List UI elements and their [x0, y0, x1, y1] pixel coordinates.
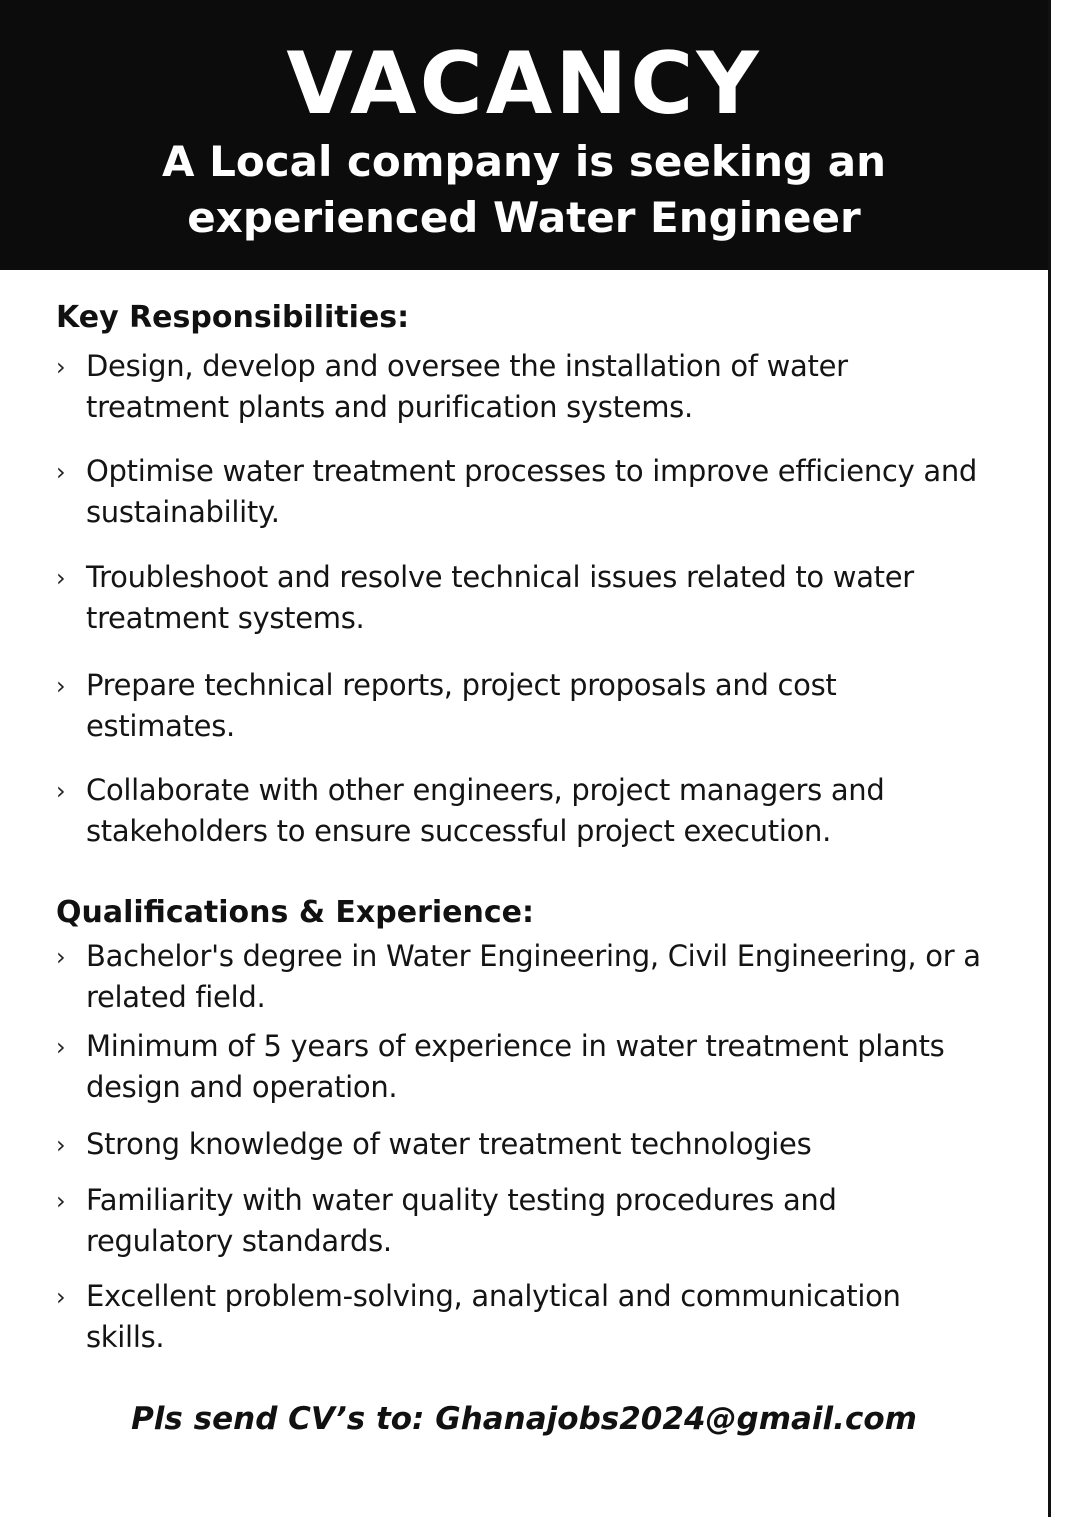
- subtitle-line-1: A Local company is seeking an: [162, 137, 886, 186]
- vacancy-title: VACANCY: [286, 34, 762, 134]
- qualification-text: Familiarity with water quality testing procedures and regulatory standards.: [86, 1183, 837, 1258]
- vacancy-subtitle: [0, 134, 1048, 246]
- bullet-chevron-icon: ›: [56, 943, 66, 971]
- qualification-text: Minimum of 5 years of experience in water treatment plants design and operation.: [86, 1029, 945, 1104]
- responsibility-text: Optimise water treatment processes to improve efficiency and sustainability.: [86, 454, 978, 529]
- qualification-text: Excellent problem-solving, analytical and communication skills.: [86, 1279, 901, 1354]
- qualification-text: Bachelor's degree in Water Engineering, Civil Engineering, or a related field.: [86, 939, 981, 1014]
- qualification-text: Strong knowledge of water treatment technologies: [86, 1127, 812, 1161]
- responsibility-text: Troubleshoot and resolve technical issues related to water treatment systems.: [86, 560, 914, 635]
- bullet-chevron-icon: ›: [56, 458, 66, 486]
- bullet-chevron-icon: ›: [56, 672, 66, 700]
- responsibilities-heading: Key Responsibilities:: [56, 300, 410, 335]
- header-banner: [0, 0, 1048, 270]
- bullet-chevron-icon: ›: [56, 777, 66, 805]
- responsibility-text: Collaborate with other engineers, project managers and stakeholders to ensure successful project execution.: [86, 773, 885, 848]
- bullet-chevron-icon: ›: [56, 1131, 66, 1159]
- qualifications-heading: Qualifications & Experience:: [56, 895, 535, 930]
- bullet-chevron-icon: ›: [56, 1033, 66, 1061]
- subtitle-line-2: experienced Water Engineer: [187, 193, 861, 242]
- bullet-chevron-icon: ›: [56, 1283, 66, 1311]
- responsibility-text: Design, develop and oversee the installation of water treatment plants and purification systems.: [86, 349, 848, 424]
- bullet-chevron-icon: ›: [56, 353, 66, 381]
- bullet-chevron-icon: ›: [56, 564, 66, 592]
- contact-line: Pls send CV’s to: Ghanajobs2024@gmail.com: [131, 1401, 917, 1437]
- responsibility-text: Prepare technical reports, project proposals and cost estimates.: [86, 668, 837, 743]
- page-border: [1048, 0, 1051, 1517]
- bullet-chevron-icon: ›: [56, 1187, 66, 1215]
